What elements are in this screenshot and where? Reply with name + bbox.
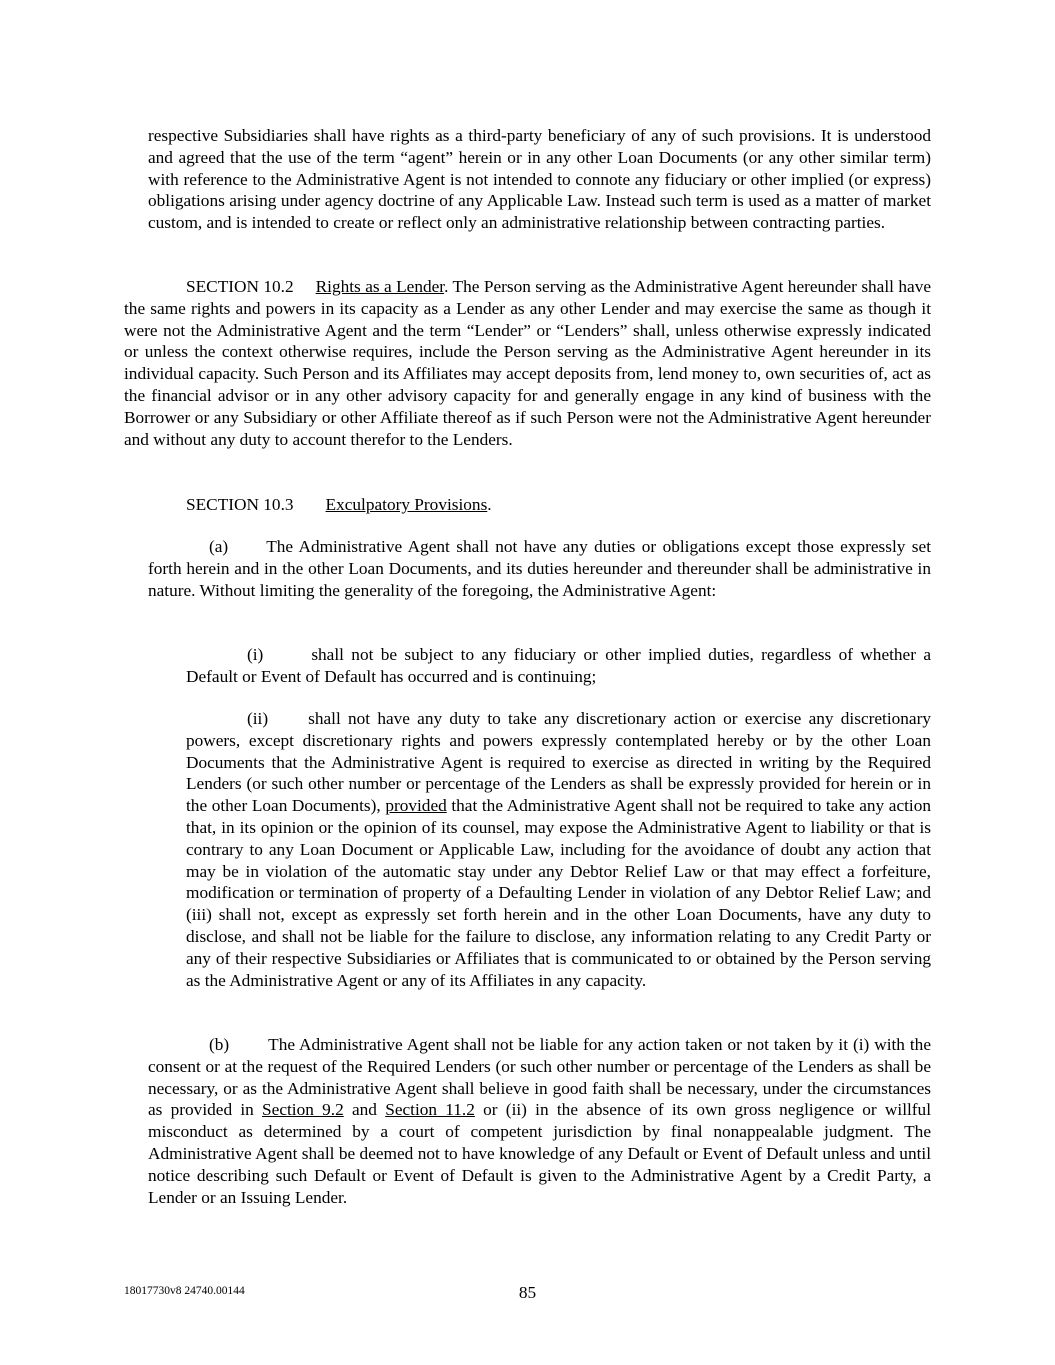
- intro-text: respective Subsidiaries shall have rights as a third-party beneficiary of any of such provisions. It is understood and agreed that the use of the term “agent” herein or in any other Loan Documents (or any other similar term) with reference to the Administrative Agent is not intended to connote any fiduciary or other implied (or express) obligations arising under agency doctrine of any Applicable Law. Instead such term is used as a matter of market custom, and is intended to create or reflect only an administrative relationship between contracting parties.: [148, 126, 931, 233]
- clause-ii-label: (ii): [247, 709, 269, 728]
- clause-a-label: (a): [209, 537, 229, 556]
- clause-a-text: The Administrative Agent shall not have any duties or obligations except those expressly set forth herein and in the other Loan Documents, and its duties hereunder and thereunder shall be administrative in nature. Without limiting the generality of the foregoing, the Administrative Agent:: [148, 537, 931, 600]
- clause-ii-text-2: that the Administrative Agent shall not be required to take any action that, in its opinion or the opinion of its counsel, may expose the Administrative Agent to liability or that is contrary to any Loan Document or Applicable Law, including for the avoidance of doubt any action that may be in violation of the automatic stay under any Debtor Relief Law or that may effect a forfeiture, modification or termination of property of a Defaulting Lender in violation of any Debtor Relief Law; and (iii) shall not, except as expressly set forth herein and in the other Loan Documents, have any duty to disclose, and shall not be liable for the failure to disclose, any information relating to any Credit Party or any of their respective Subsidiaries or Affiliates that is communicated to or obtained by the Person serving as the Administrative Agent or any of its Affiliates in any capacity.: [186, 796, 931, 990]
- clause-b-text-2: and: [343, 1100, 386, 1120]
- clause-i-text: shall not be subject to any fiduciary or other implied duties, regardless of whether a Default or Event of Default has occurred and is continuing;: [186, 645, 931, 686]
- clause-i-paragraph: [186, 644, 931, 688]
- clause-i-label: (i): [247, 645, 264, 664]
- clause-ii-provided: provided: [385, 796, 447, 816]
- clause-b-text-3: or (ii) in the absence of its own gross negligence or willful misconduct as determined by a court of competent jurisdiction by final nonappealable judgment. The Administrative Agent shall be deemed not to have knowledge of any Default or Event of Default unless and until notice describing such Default or Event of Default is given to the Administrative Agent by a Credit Party, a Lender or an Issuing Lender.: [148, 1100, 932, 1207]
- section-10-2-paragraph: [124, 276, 931, 450]
- section-10-3-heading: Exculpatory Provisions: [325, 495, 488, 514]
- section-10-2-heading: Rights as a Lender: [315, 277, 445, 296]
- section-11-2-reference: Section 11.2: [385, 1100, 475, 1120]
- page-number: 85: [518, 1283, 537, 1302]
- clause-b-text-1: The Administrative Agent shall not be liable for any action taken or not taken by it (i) with the consent or at the request of the Required Lenders (or such other number or percentage of the Lenders as shall be necessary, or as the Administrative Agent shall believe in good faith shall be necessary, under the circumstances as provided in: [148, 1035, 931, 1120]
- clause-b-paragraph: [148, 1034, 931, 1208]
- clause-b-label: (b): [209, 1035, 230, 1054]
- clause-ii-text-1: shall not have any duty to take any discretionary action or exercise any discretionary powers, except discretionary rights and powers expressly contemplated hereby or by the other Loan Documents that the Administrative Agent is required to exercise as directed in writing by the Required Lenders (or such other number or percentage of the Lenders as shall be expressly provided for herein or in the other Loan Documents),: [186, 709, 931, 816]
- footer-document-id: 18017730v8 24740.00144: [124, 1285, 245, 1297]
- section-10-3-tail: .: [487, 495, 492, 514]
- clause-a-paragraph: [148, 536, 931, 601]
- section-10-2-body: . The Person serving as the Administrative Agent hereunder shall have the same rights and powers in its capacity as a Lender as any other Lender and may exercise the same as though it were not the Administrative Agent and the term “Lender” or “Lenders” shall, unless otherwise expressly indicated or unless the context otherwise requires, include the Person serving as the Administrative Agent hereunder in its individual capacity. Such Person and its Affiliates may accept deposits from, lend money to, own securities of, act as the financial advisor or in any other advisory capacity for and generally engage in any kind of business with the Borrower or any Subsidiary or other Affiliate thereof as if such Person were not the Administrative Agent hereunder and without any duty to account therefor to the Lenders.: [124, 277, 931, 449]
- clause-ii-paragraph: [186, 708, 931, 991]
- section-10-3-heading-line: [186, 494, 931, 516]
- section-9-2-reference: Section 9.2: [262, 1100, 344, 1120]
- intro-paragraph: [148, 125, 931, 234]
- section-10-3-number: SECTION 10.3: [186, 495, 294, 514]
- section-10-2-number: SECTION 10.2: [186, 277, 294, 296]
